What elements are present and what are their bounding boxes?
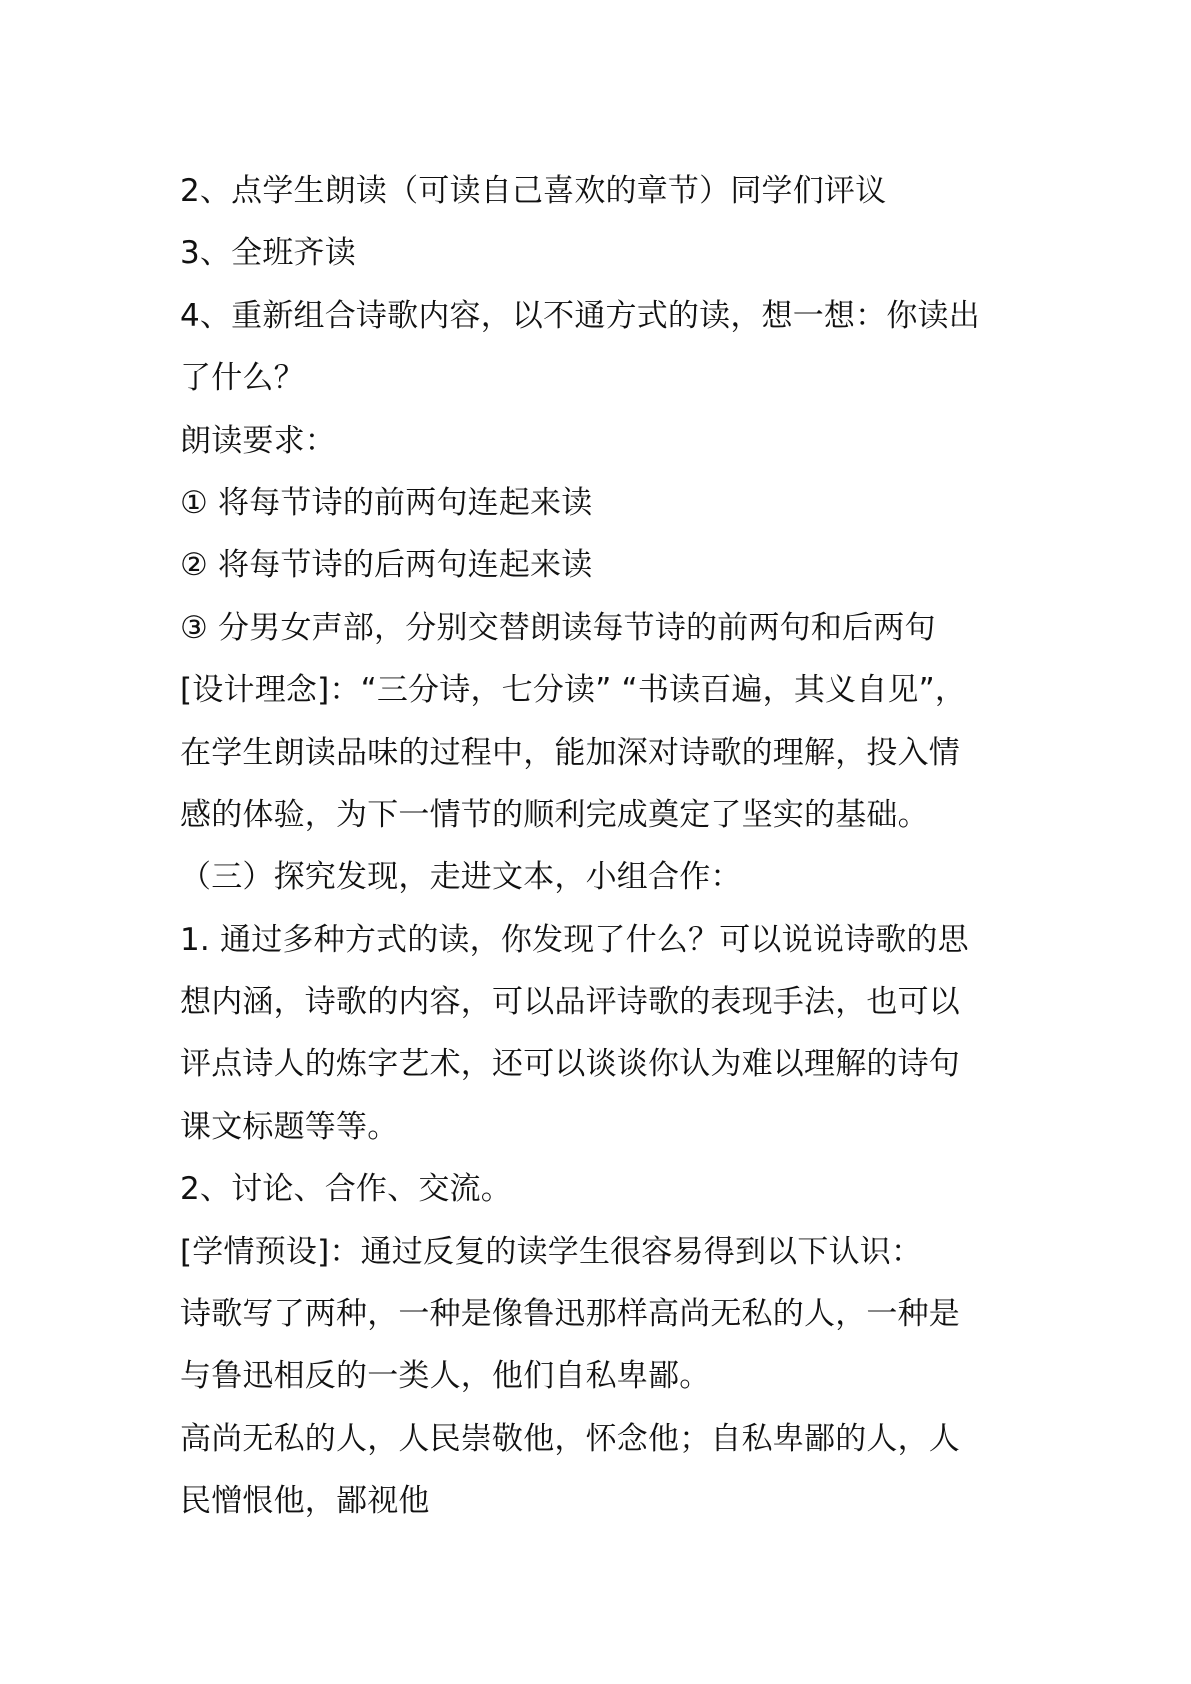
text-line: 想内涵，诗歌的内容，可以品评诗歌的表现手法，也可以 [180, 984, 960, 1021]
text-line: 朗读要求： [180, 422, 336, 459]
text-line: 民憎恨他，鄙视他 [180, 1483, 430, 1520]
text-line: ③ 分男女声部，分别交替朗读每节诗的前两句和后两句 [180, 609, 936, 646]
text-line: 诗歌写了两种，一种是像鲁迅那样高尚无私的人，一种是 [180, 1296, 960, 1333]
text-line: 评点诗人的炼字艺术，还可以谈谈你认为难以理解的诗句 [180, 1046, 960, 1083]
text-line: 3、全班齐读 [180, 235, 356, 272]
text-line: 感的体验，为下一情节的顺利完成奠定了坚实的基础。 [180, 796, 929, 833]
text-line: 2、点学生朗读（可读自己喜欢的章节）同学们评议 [180, 173, 887, 209]
text-line: ② 将每节诗的后两句连起来读 [180, 547, 593, 584]
text-line: 2、讨论、合作、交流。 [180, 1171, 512, 1208]
text-line: [学情预设]：通过反复的读学生很容易得到以下认识： [180, 1233, 923, 1270]
text-line: 与鲁迅相反的一类人，他们自私卑鄙。 [180, 1358, 711, 1395]
text-line: [设计理念]：“三分诗，七分读” “书读百遍，其义自见”， [180, 672, 967, 709]
text-line: （三）探究发现，走进文本，小组合作： [180, 859, 742, 896]
text-line: 了什么？ [180, 360, 305, 397]
text-line: 4、重新组合诗歌内容，以不通方式的读，想一想：你读出 [180, 297, 980, 334]
document-body [180, 160, 1040, 1533]
text-line: 课文标题等等。 [180, 1108, 399, 1145]
text-line: 在学生朗读品味的过程中，能加深对诗歌的理解，投入情 [180, 734, 960, 771]
text-line: 高尚无私的人，人民崇敬他，怀念他；自私卑鄙的人，人 [180, 1420, 960, 1457]
text-line: ① 将每节诗的前两句连起来读 [180, 484, 593, 521]
text-line: 1. 通过多种方式的读，你发现了什么？可以说说诗歌的思 [180, 921, 969, 958]
